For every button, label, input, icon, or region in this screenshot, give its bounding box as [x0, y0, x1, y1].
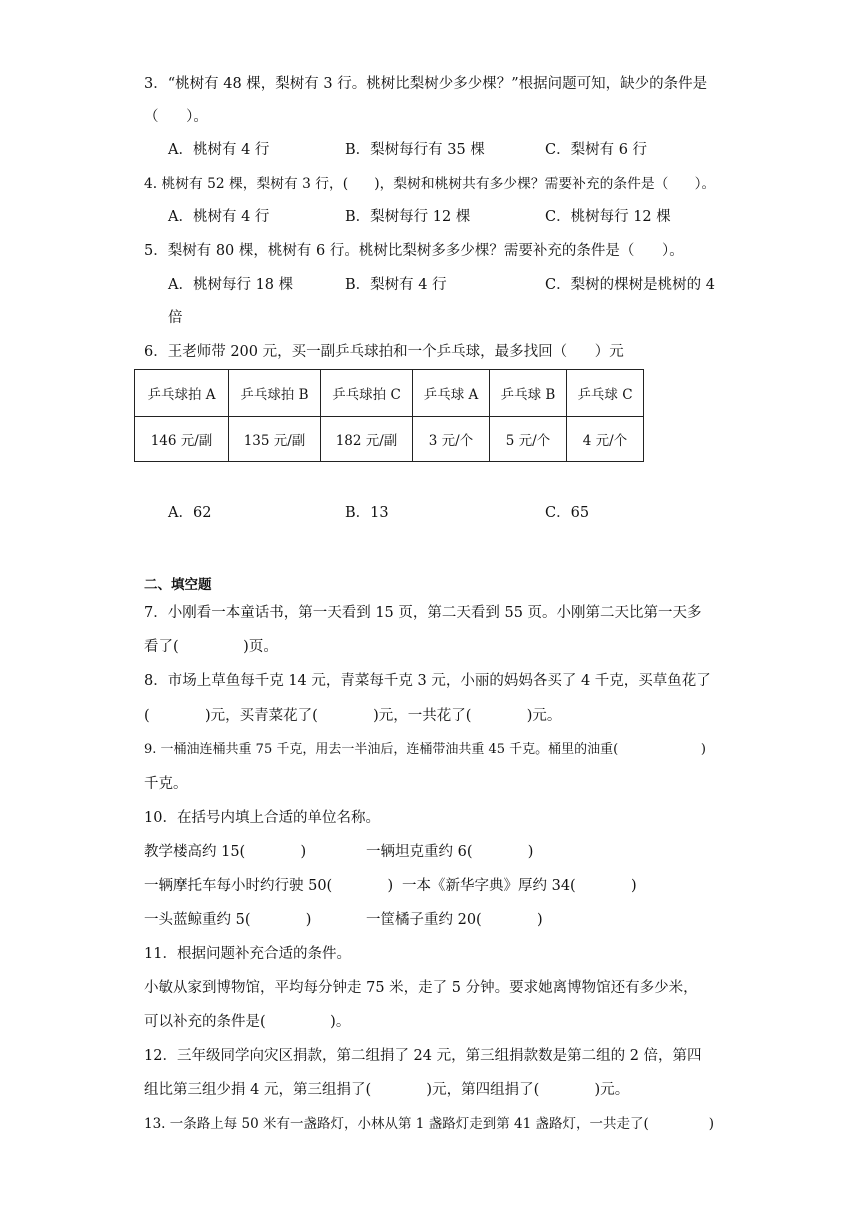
table-price-cell: 5 元/个	[490, 417, 567, 462]
q12-text-cont: 组比第三组少捐 4 元，第三组捐了( )元，第四组捐了( )元。	[144, 1082, 630, 1098]
q3-option-a: A．桃树有 4 行	[168, 142, 270, 158]
q11-text-cont: 小敏从家到博物馆，平均每分钟走 75 米，走了 5 分钟。要求她离博物馆还有多少米，	[144, 980, 698, 996]
price-table-header-row	[135, 370, 644, 417]
q10-item: 一筐橘子重约 20( )	[366, 912, 543, 928]
price-table	[134, 369, 644, 462]
table-header-cell: 乒乓球 B	[490, 370, 567, 417]
q4-option-b: B．梨树每行 12 棵	[345, 209, 471, 225]
table-header-cell: 乒乓球拍 B	[229, 370, 321, 417]
q4-text: 4. 桃树有 52 棵，梨树有 3 行，( )，梨树和桃树共有多少棵？需要补充的条件是（ ）。	[144, 176, 716, 192]
q11-text-cont2: 可以补充的条件是( )。	[144, 1014, 351, 1030]
section-title-fill-in: 二、填空题	[144, 577, 212, 593]
q9-text: 9. 一桶油连桶共重 75 千克，用去一半油后，连桶带油共重 45 千克。桶里的油重( )	[144, 742, 706, 757]
q10-item: 一辆坦克重约 6( )	[366, 844, 534, 860]
q3-text: 3．“桃树有 48 棵，梨树有 3 行。桃树比梨树少多少棵？”根据问题可知，缺少的条件是	[144, 76, 708, 92]
q12-text: 12．三年级同学向灾区捐款，第二组捐了 24 元，第三组捐款数是第二组的 2 倍，第四	[144, 1048, 702, 1064]
q7-text: 7．小刚看一本童话书，第一天看到 15 页，第二天看到 55 页。小刚第二天比第一天多	[144, 605, 702, 621]
q8-text-cont: ( )元，买青菜花了( )元，一共花了( )元。	[144, 708, 562, 724]
q9-text-cont: 千克。	[144, 776, 188, 792]
q3-option-b: B．梨树每行有 35 棵	[345, 142, 485, 158]
q6-option-c: C．65	[545, 505, 590, 521]
q5-option-c-wrap: 倍	[168, 310, 183, 326]
q8-text: 8．市场上草鱼每千克 14 元，青菜每千克 3 元，小丽的妈妈各买了 4 千克，买草鱼花了	[144, 673, 711, 689]
table-price-cell: 3 元/个	[413, 417, 490, 462]
table-header-cell: 乒乓球 A	[413, 370, 490, 417]
table-price-cell: 4 元/个	[567, 417, 644, 462]
q6-text: 6．王老师带 200 元，买一副乒乓球拍和一个乒乓球，最多找回（ ）元	[144, 344, 624, 360]
q5-option-b: B．梨树有 4 行	[345, 277, 447, 293]
table-header-cell: 乒乓球拍 C	[321, 370, 413, 417]
q4-option-c: C．桃树每行 12 棵	[545, 209, 671, 225]
table-price-cell: 182 元/副	[321, 417, 413, 462]
table-price-cell: 135 元/副	[229, 417, 321, 462]
q5-text: 5．梨树有 80 棵，桃树有 6 行。桃树比梨树多多少棵？需要补充的条件是（ ）。	[144, 243, 684, 259]
q6-option-a: A．62	[168, 505, 212, 521]
q10-item: 教学楼高约 15( )	[144, 844, 307, 860]
q10-text: 10．在括号内填上合适的单位名称。	[144, 810, 380, 826]
q11-text: 11．根据问题补充合适的条件。	[144, 946, 351, 962]
q3-text-cont: （ ）。	[144, 109, 208, 125]
table-header-cell: 乒乓球 C	[567, 370, 644, 417]
q10-item: 一头蓝鲸重约 5( )	[144, 912, 312, 928]
q5-option-c: C．梨树的棵树是桃树的 4	[545, 277, 715, 293]
q5-option-a: A．桃树每行 18 棵	[168, 277, 294, 293]
price-table-price-row	[135, 417, 644, 462]
q4-option-a: A．桃树有 4 行	[168, 209, 270, 225]
q6-option-b: B．13	[345, 505, 389, 521]
q10-item: 一本《新华字典》厚约 34( )	[402, 878, 637, 894]
q10-item: 一辆摩托车每小时约行驶 50( )	[144, 878, 394, 894]
table-header-cell: 乒乓球拍 A	[135, 370, 229, 417]
q3-option-c: C．梨树有 6 行	[545, 142, 648, 158]
q13-text: 13. 一条路上每 50 米有一盏路灯，小林从第 1 盏路灯走到第 41 盏路灯，一共走了( )	[144, 1116, 715, 1132]
q7-text-cont: 看了( )页。	[144, 639, 278, 655]
table-price-cell: 146 元/副	[135, 417, 229, 462]
